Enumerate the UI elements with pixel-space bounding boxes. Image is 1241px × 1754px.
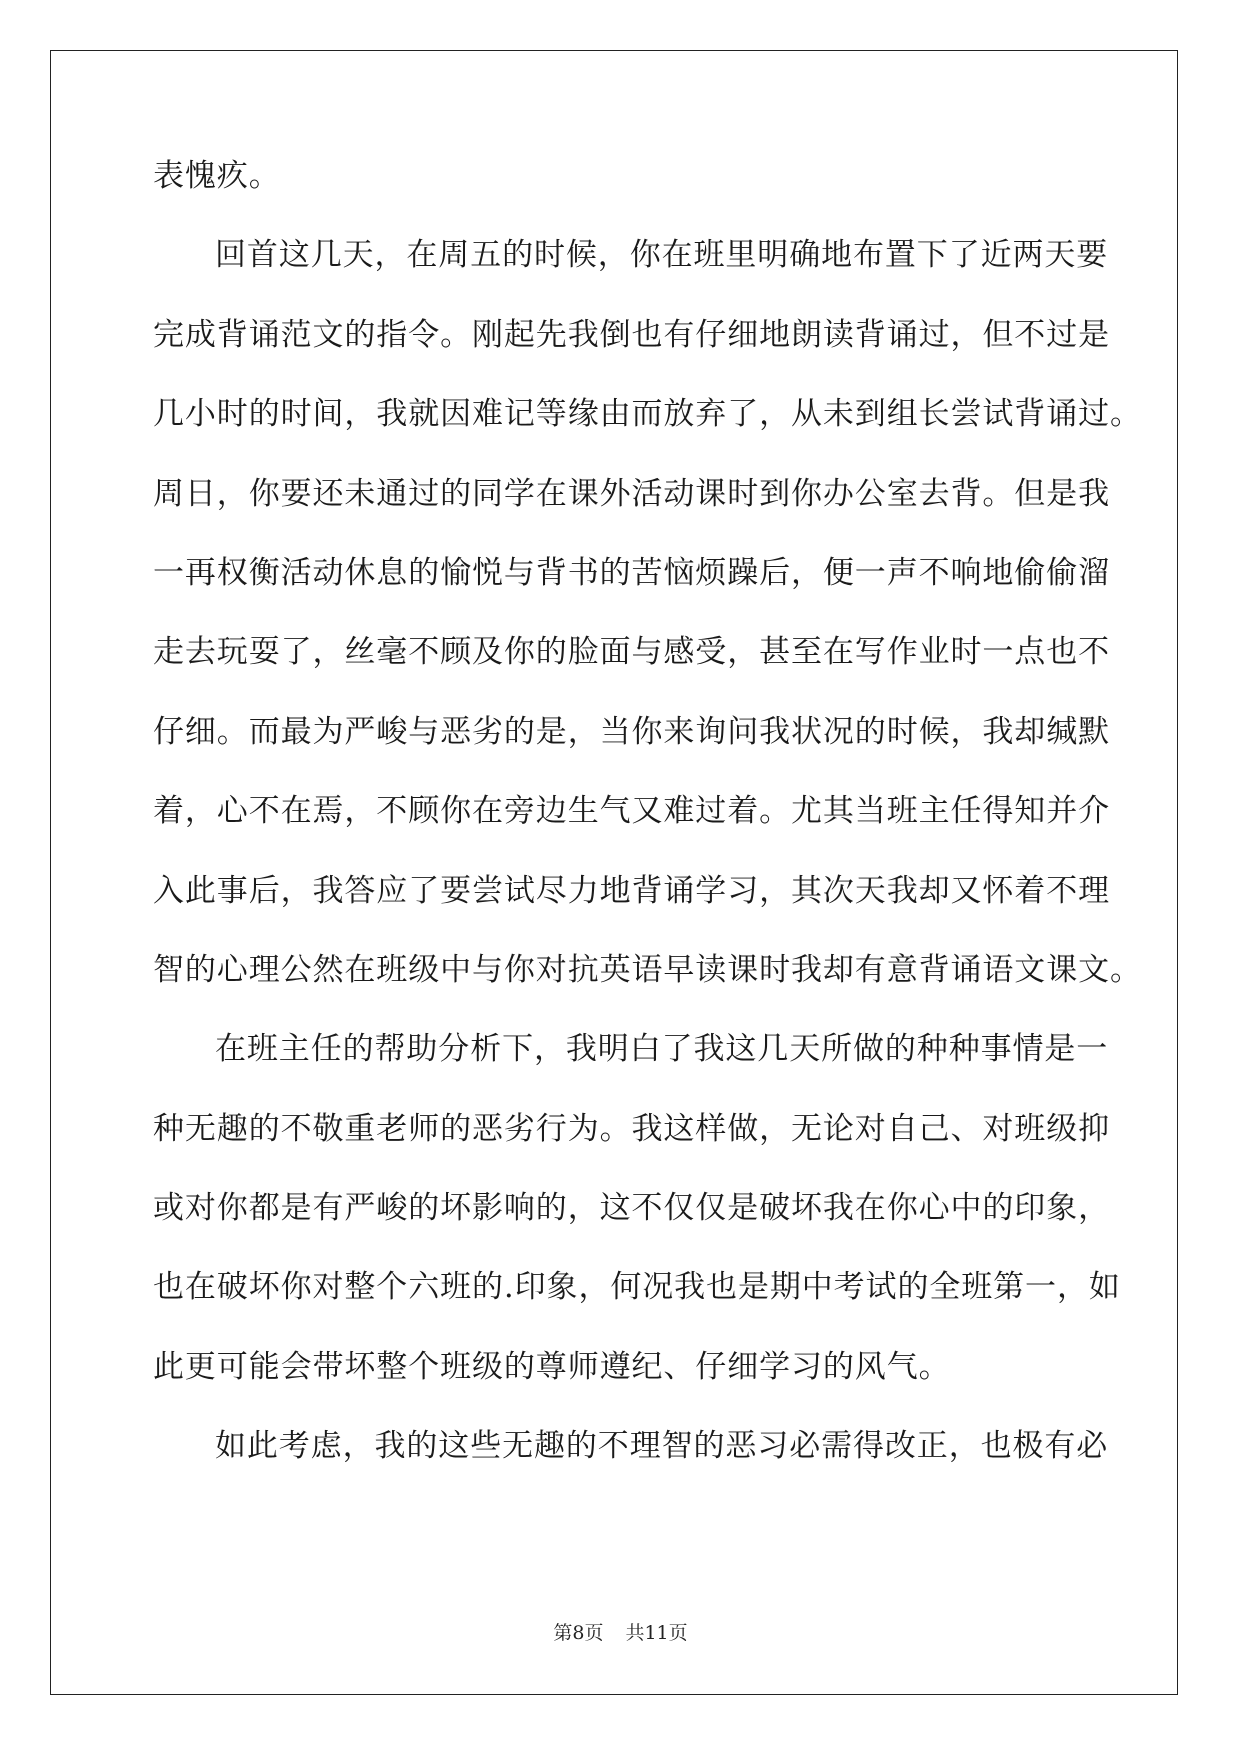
page-footer	[0, 1618, 1241, 1645]
text-line: 周日，你要还未通过的同学在课外活动课时到你办公室去背。但是我	[153, 475, 1110, 512]
text-line: 也在破坏你对整个六班的.印象，何况我也是期中考试的全班第一，如	[153, 1269, 1121, 1306]
text-line: 如此考虑，我的这些无趣的不理智的恶习必需得改正，也极有必	[215, 1428, 1109, 1465]
text-line: 种无趣的不敬重老师的恶劣行为。我这样做，无论对自己、对班级抑	[153, 1110, 1110, 1147]
text-line: 智的心理公然在班级中与你对抗英语早读课时我却有意背诵语文课文。	[153, 951, 1142, 988]
text-line: 或对你都是有严峻的坏影响的，这不仅仅是破坏我在你心中的印象，	[153, 1190, 1110, 1227]
text-line: 几小时的时间，我就因难记等缘由而放弃了，从未到组长尝试背诵过。	[153, 396, 1142, 433]
text-line: 完成背诵范文的指令。刚起先我倒也有仔细地朗读背诵过，但不过是	[153, 316, 1110, 353]
text-line: 表愧疚。	[153, 158, 281, 194]
text-line: 在班主任的帮助分析下，我明白了我这几天所做的种种事情是一	[215, 1031, 1109, 1068]
text-line: 仔细。而最为严峻与恶劣的是，当你来询问我状况的时候，我却缄默	[153, 713, 1110, 750]
page-number: 第8页	[553, 1622, 604, 1644]
text-line: 着，心不在焉，不顾你在旁边生气又难过着。尤其当班主任得知并介	[153, 793, 1110, 830]
text-line: 入此事后，我答应了要尝试尽力地背诵学习，其次天我却又怀着不理	[153, 872, 1110, 909]
document-body	[153, 156, 1142, 1506]
text-line: 走去玩耍了，丝毫不顾及你的脸面与感受，甚至在写作业时一点也不	[153, 634, 1110, 671]
page-total: 共11页	[625, 1622, 688, 1644]
text-line: 回首这几天，在周五的时候，你在班里明确地布置下了近两天要	[215, 237, 1109, 274]
text-line: 此更可能会带坏整个班级的尊师遵纪、仔细学习的风气。	[153, 1348, 951, 1385]
text-line: 一再权衡活动休息的愉悦与背书的苦恼烦躁后，便一声不响地偷偷溜	[153, 554, 1110, 591]
